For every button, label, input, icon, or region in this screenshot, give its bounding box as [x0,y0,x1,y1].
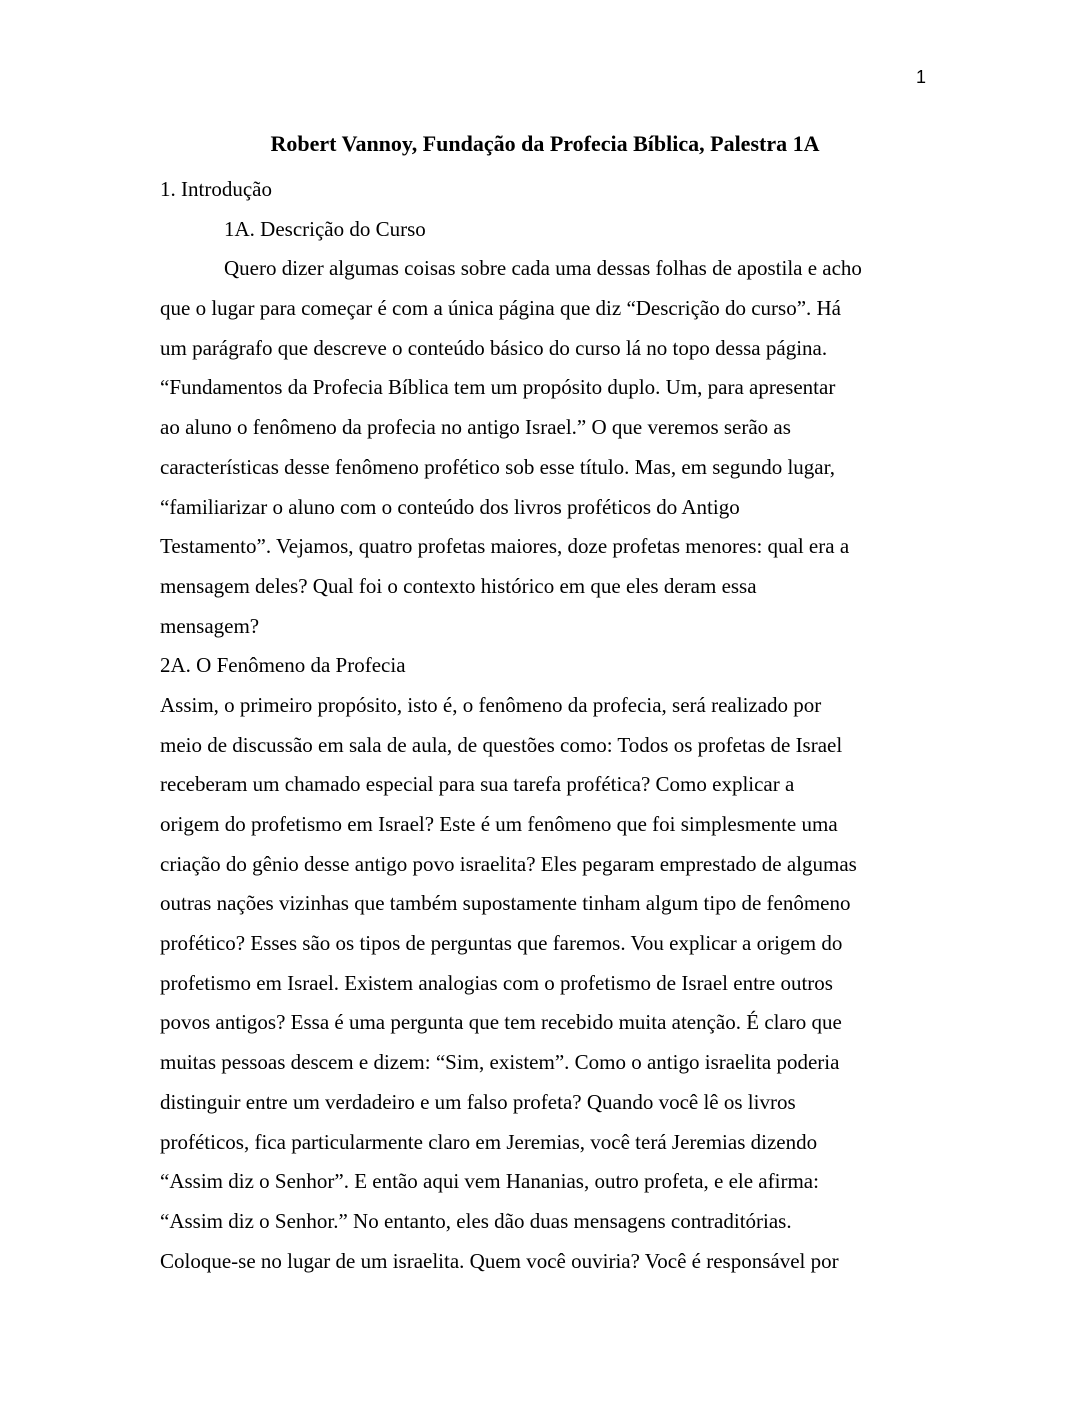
text-line: Coloque-se no lugar de um israelita. Quem você ouviria? Você é responsável por [160,1248,839,1273]
section-heading: 1. Introdução [160,177,272,201]
paragraph [160,249,930,646]
text-line: mensagem? [160,613,260,638]
text-line: que o lugar para começar é com a única página que diz “Descrição do curso”. Há [160,296,842,321]
text-line: Testamento”. Vejamos, quatro profetas maiores, doze profetas menores: qual era a [160,534,850,559]
text-line: meio de discussão em sala de aula, de questões como: Todos os profetas de Israel [160,732,843,757]
text-line: muitas pessoas descem e dizem: “Sim, existem”. Como o antigo israelita poderia [160,1050,840,1075]
text-line: criação do gênio desse antigo povo israelita? Eles pegaram emprestado de algumas [160,851,857,876]
paragraph [160,686,930,1281]
text-line: “familiarizar o aluno com o conteúdo dos livros proféticos do Antigo [160,494,740,519]
page-title: Robert Vannoy, Fundação da Profecia Bíblica, Palestra 1A [270,131,820,156]
text-line: outras nações vizinhas que também supostamente tinham algum tipo de fenômeno [160,891,851,916]
subsection-heading: 2A. O Fenômeno da Profecia [160,653,406,678]
subsection-heading: 1A. Descrição do Curso [224,216,426,241]
text-line: Assim, o primeiro propósito, isto é, o fenômeno da profecia, será realizado por [160,692,822,717]
text-line: origem do profetismo em Israel? Este é um fenômeno que foi simplesmente uma [160,812,838,836]
text-line: mensagem deles? Qual foi o contexto histórico em que eles deram essa [160,573,757,598]
text-line: ao aluno o fenômeno da profecia no antigo Israel.” O que veremos serão as [160,415,791,440]
text-line: “Assim diz o Senhor”. E então aqui vem Hananias, outro profeta, e ele afirma: [160,1169,819,1194]
text-line: povos antigos? Essa é uma pergunta que tem recebido muita atenção. É claro que [160,1010,842,1035]
document-body [160,170,930,1281]
page-number: 1 [915,67,926,87]
text-line: “Assim diz o Senhor.” No entanto, eles dão duas mensagens contraditórias. [160,1208,792,1233]
text-line: proféticos, fica particularmente claro em Jeremias, você terá Jeremias dizendo [160,1129,818,1154]
text-line: características desse fenômeno profético sob esse título. Mas, em segundo lugar, [160,454,836,479]
text-line: receberam um chamado especial para sua tarefa profética? Como explicar a [160,772,795,797]
text-line: “Fundamentos da Profecia Bíblica tem um propósito duplo. Um, para apresentar [160,375,836,400]
text-line: Quero dizer algumas coisas sobre cada uma dessas folhas de apostila e acho [224,256,862,281]
text-line: distinguir entre um verdadeiro e um falso profeta? Quando você lê os livros [160,1089,796,1114]
text-line: um parágrafo que descreve o conteúdo básico do curso lá no topo dessa página. [160,335,828,360]
text-line: profético? Esses são os tipos de perguntas que faremos. Vou explicar a origem do [160,931,843,956]
text-line: profetismo em Israel. Existem analogias com o profetismo de Israel entre outros [160,970,833,995]
